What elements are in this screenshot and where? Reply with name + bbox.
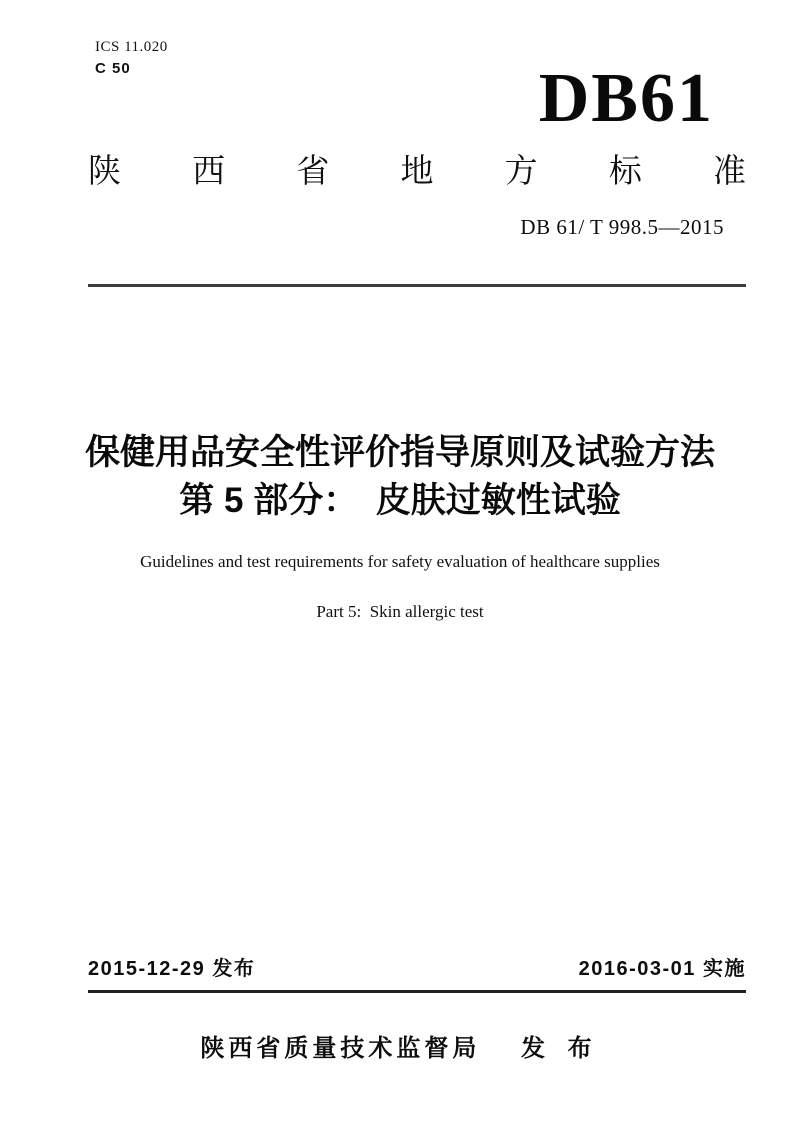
title-cn-line1: 保健用品安全性评价指导原则及试验方法 — [84, 433, 715, 472]
masthead-divider — [88, 284, 746, 287]
title-en-line2: Part 5: Skin allergic test — [316, 602, 484, 621]
issue-date: 2015-12-29 发布 — [88, 958, 256, 980]
standard-name-banner: 陕西省地方标准 — [88, 152, 746, 189]
footer-dates-bar — [88, 952, 746, 993]
publish-label: 发 布 — [521, 1035, 600, 1062]
ics-code: ICS 11.020 — [95, 39, 168, 55]
title-en-line1: Guidelines and test requirements for safety evaluation of healthcare supplies — [140, 552, 660, 571]
publisher-name: 陕西省质量技术监督局 — [200, 1035, 481, 1062]
publisher-row — [0, 1028, 800, 1063]
title-cn-line2: 第 5 部分： 皮肤过敏性试验 — [179, 481, 621, 520]
db61-logo: DB61 — [538, 60, 714, 137]
doc-number: DB 61/ T 998.5—2015 — [520, 215, 724, 239]
classification-block — [95, 36, 168, 80]
implementation-date: 2016-03-01 实施 — [578, 958, 746, 980]
class-code: C 50 — [95, 60, 131, 77]
